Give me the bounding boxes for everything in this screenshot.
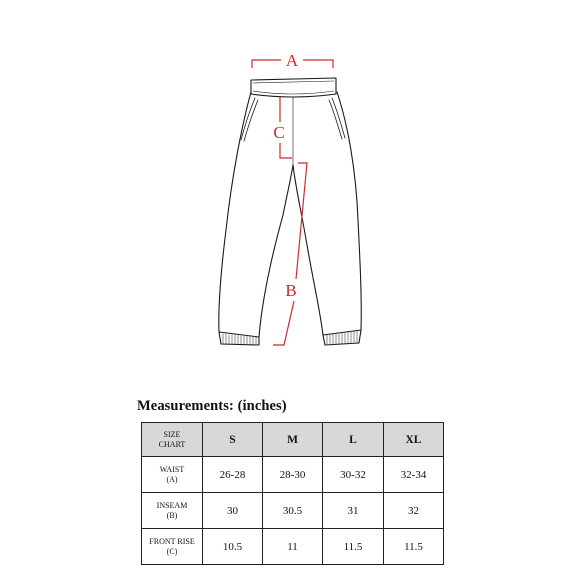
waistband-inner	[253, 81, 334, 94]
header-size-l: L	[323, 423, 384, 457]
table-row-front-rise	[142, 529, 444, 565]
row-name: FRONT RISE	[149, 536, 195, 546]
size-chart-table	[141, 422, 444, 565]
pants-silhouette	[219, 92, 361, 337]
row-name: INSEAM	[156, 500, 188, 510]
header-corner-line1: SIZE	[163, 429, 181, 439]
right-pocket	[329, 98, 345, 139]
dimension-b-label: B	[285, 281, 297, 300]
header-corner-line2: CHART	[158, 439, 186, 449]
table-cell: 28-30	[263, 457, 323, 493]
table-row-waist	[142, 457, 444, 493]
table-cell: 26-28	[203, 457, 263, 493]
table-cell: 30-32	[323, 457, 384, 493]
table-cell: 30	[203, 493, 263, 529]
header-corner	[142, 423, 203, 457]
table-row-inseam	[142, 493, 444, 529]
table-cell: 11.5	[384, 529, 444, 565]
pants-outline	[219, 78, 361, 345]
table-header-row	[142, 423, 444, 457]
right-cuff-ribs	[327, 331, 357, 344]
table-cell: 11	[263, 529, 323, 565]
row-label-inseam	[142, 493, 203, 529]
row-label-waist	[142, 457, 203, 493]
header-size-s: S	[203, 423, 263, 457]
row-name: WAIST	[159, 464, 185, 474]
row-label-front-rise	[142, 529, 203, 565]
table-cell: 10.5	[203, 529, 263, 565]
table-cell: 32	[384, 493, 444, 529]
dimension-a-label: A	[285, 51, 299, 70]
table-cell: 31	[323, 493, 384, 529]
header-size-xl: XL	[384, 423, 444, 457]
table-cell: 11.5	[323, 529, 384, 565]
row-code: (B)	[166, 510, 178, 520]
table-cell: 32-34	[384, 457, 444, 493]
table-cell: 30.5	[263, 493, 323, 529]
dimension-b	[273, 163, 307, 345]
row-code: (C)	[166, 546, 178, 556]
row-code: (A)	[166, 474, 178, 484]
dimension-c-label: C	[273, 123, 285, 142]
table-title: Measurements: (inches)	[137, 398, 287, 414]
header-size-m: M	[263, 423, 323, 457]
